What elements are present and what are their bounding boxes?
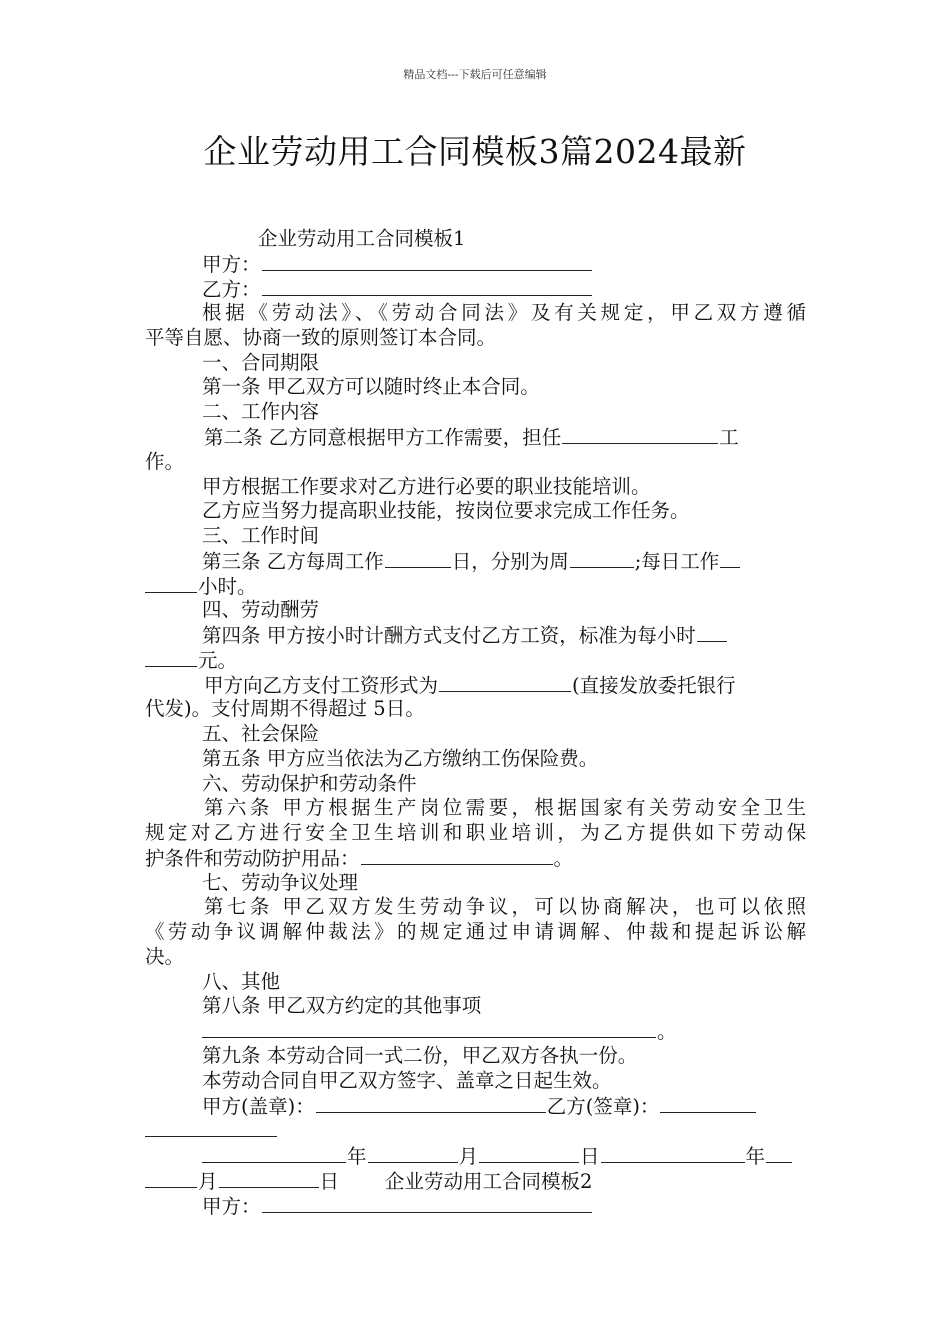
month-label: 月 xyxy=(198,1170,218,1193)
article-1: 第一条 甲乙双方可以随时终止本合同。 xyxy=(202,375,540,398)
other-matters-field[interactable] xyxy=(202,1018,656,1038)
section-heading: 三、工作时间 xyxy=(202,524,320,547)
article-6-line-2: 规定对乙方进行安全卫生培训和职业培训，为乙方提供如下劳动保 xyxy=(145,821,806,844)
article-3-text: 第三条 乙方每周工作 xyxy=(202,550,384,573)
intro-line-1: 根据《劳动法》、《劳动合同法》及有关规定，甲乙双方遵循 xyxy=(202,301,806,324)
payment-text: 甲方向乙方支付工资形式为 xyxy=(204,674,439,697)
article-4-line-2 xyxy=(145,647,237,673)
article-4-line-1 xyxy=(202,622,728,648)
party-b-seal-field-part1[interactable] xyxy=(660,1093,756,1113)
article-3-text: 日，分别为周 xyxy=(451,550,569,573)
payment-line-2: 代发)。支付周期不得超过 5日。 xyxy=(145,697,425,720)
section-heading: 七、劳动争议处理 xyxy=(202,871,359,894)
article-7-line-1: 第七条 甲乙双方发生劳动争议，可以协商解决，也可以依照 xyxy=(204,895,806,918)
section-heading: 四、劳动酬劳 xyxy=(202,598,320,621)
payment-text: (直接发放委托银行 xyxy=(572,674,736,697)
article-6-line-1: 第六条 甲方根据生产岗位需要，根据国家有关劳动安全卫生 xyxy=(204,796,806,819)
party-a-field-2[interactable] xyxy=(262,1193,592,1213)
month-label: 月 xyxy=(458,1145,479,1168)
party-b-day-field[interactable] xyxy=(219,1168,319,1188)
hours-per-day-field-part2[interactable] xyxy=(145,573,197,593)
intro-line-2: 平等自愿、协商一致的原则签订本合同。 xyxy=(145,326,497,349)
article-6-line-3 xyxy=(145,845,573,871)
section-heading: 一、合同期限 xyxy=(202,351,320,374)
party-a-line xyxy=(202,251,593,277)
party-a-line-2 xyxy=(202,1193,593,1219)
section-heading: 六、劳动保护和劳动条件 xyxy=(202,772,417,795)
year-label: 年 xyxy=(745,1145,766,1168)
party-b-year-field[interactable] xyxy=(601,1143,745,1163)
article-3-text: ;每日工作 xyxy=(634,550,720,573)
article-9: 第九条 本劳动合同一式二份，甲乙双方各执一份。 xyxy=(202,1044,638,1067)
position-field[interactable] xyxy=(562,424,718,444)
year-label: 年 xyxy=(347,1145,367,1168)
article-5: 第五条 甲方应当依法为乙方缴纳工伤保险费。 xyxy=(202,747,599,770)
paragraph: 甲方根据工作要求对乙方进行必要的职业技能培训。 xyxy=(202,475,651,498)
section-heading: 八、其他 xyxy=(202,970,281,993)
signature-line-2 xyxy=(145,1117,278,1143)
party-b-month-field-part2[interactable] xyxy=(145,1168,197,1188)
party-b-month-field-part1[interactable] xyxy=(766,1143,792,1163)
date-line-2 xyxy=(145,1168,592,1194)
article-8: 第八条 甲乙双方约定的其他事项 xyxy=(202,994,482,1017)
article-4-text-end: 元。 xyxy=(198,649,238,672)
protection-items-field[interactable] xyxy=(361,845,553,865)
party-b-line xyxy=(202,276,593,302)
article-6-end: 。 xyxy=(553,847,574,870)
party-b-seal-field-part2[interactable] xyxy=(145,1117,277,1137)
article-7-line-3: 决。 xyxy=(145,945,185,968)
signature-line xyxy=(202,1093,757,1119)
effective-clause: 本劳动合同自甲乙双方签字、盖章之日起生效。 xyxy=(202,1069,612,1092)
day-label: 日 xyxy=(319,1170,340,1193)
page-header: 精品文档---下载后可任意编辑 xyxy=(403,68,547,81)
payment-line-1 xyxy=(204,672,736,698)
payment-method-field[interactable] xyxy=(439,672,571,692)
section-subtitle-2: 企业劳动用工合同模板2 xyxy=(385,1170,593,1193)
section-heading: 二、工作内容 xyxy=(202,400,320,423)
hourly-rate-field-part1[interactable] xyxy=(697,622,727,642)
article-3-line-2 xyxy=(145,573,257,599)
party-a-field[interactable] xyxy=(262,251,592,271)
article-3-line-1 xyxy=(202,548,741,574)
weekdays-field[interactable] xyxy=(570,548,634,568)
section-subtitle-1: 企业劳动用工合同模板1 xyxy=(258,227,466,250)
article-2-line-2: 作。 xyxy=(145,450,185,473)
document-title: 企业劳动用工合同模板3篇2024最新 xyxy=(203,132,747,171)
party-a-seal-field[interactable] xyxy=(316,1093,546,1113)
article-2-line-1 xyxy=(204,424,739,450)
party-a-seal-label: 甲方(盖章)： xyxy=(202,1095,315,1118)
days-per-week-field[interactable] xyxy=(385,548,451,568)
hourly-rate-field-part2[interactable] xyxy=(145,647,197,667)
article-4-text: 第四条 甲方按小时计酬方式支付乙方工资，标准为每小时 xyxy=(202,624,696,647)
paragraph: 乙方应当努力提高职业技能，按岗位要求完成工作任务。 xyxy=(202,499,690,522)
party-b-field[interactable] xyxy=(262,276,592,296)
hours-per-day-field-part1[interactable] xyxy=(720,548,740,568)
party-a-year-field[interactable] xyxy=(202,1143,346,1163)
party-a-day-field[interactable] xyxy=(479,1143,579,1163)
party-b-label: 乙方： xyxy=(202,278,261,301)
article-2-text-end: 工 xyxy=(719,426,739,449)
article-6-text: 护条件和劳动防护用品： xyxy=(145,847,360,870)
party-a-month-field[interactable] xyxy=(368,1143,458,1163)
party-b-seal-label: 乙方(签章)： xyxy=(546,1095,660,1118)
article-2-text: 第二条 乙方同意根据甲方工作需要，担任 xyxy=(204,426,562,449)
article-8-blank-line xyxy=(202,1018,677,1044)
section-heading: 五、社会保险 xyxy=(202,722,320,745)
article-7-line-2: 《劳动争议调解仲裁法》的规定通过申请调解、仲裁和提起诉讼解 xyxy=(145,920,806,943)
party-a-label: 甲方： xyxy=(202,253,261,276)
day-label: 日 xyxy=(580,1145,600,1168)
article-3-text-end: 小时。 xyxy=(198,575,257,598)
date-line-1 xyxy=(202,1143,793,1169)
party-a-label: 甲方： xyxy=(202,1195,261,1218)
article-8-end: 。 xyxy=(657,1020,677,1043)
